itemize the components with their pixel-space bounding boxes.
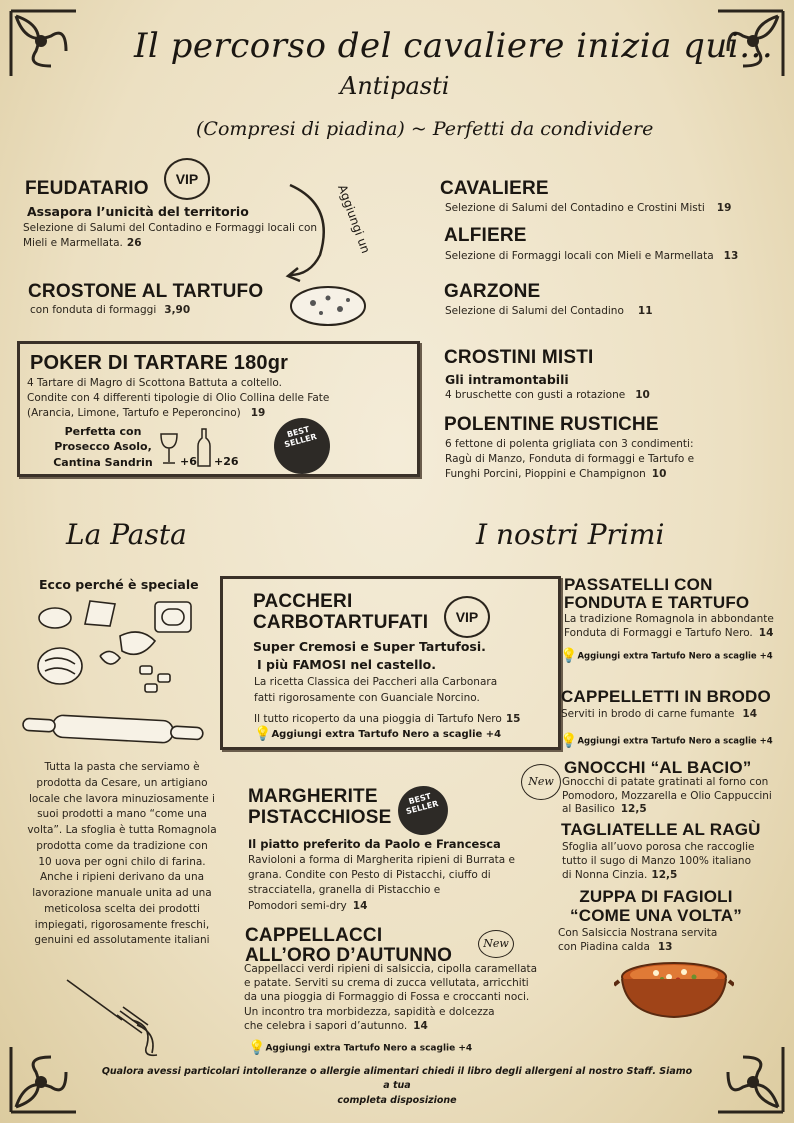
dish-poker-name: POKER DI TARTARE 180gr [30,352,289,374]
wine-bottle-icon [197,428,211,468]
vip-badge: VIP [164,158,210,200]
dish-cavaliere-desc: Selezione di Salumi del Contadino e Crostini Misti 19 [445,202,732,214]
dish-crostini-tag: Gli intramontabili [445,372,569,387]
corner-ornament-top-left [6,6,126,126]
new-badge: New [521,764,561,800]
allergen-notice: Qualora avessi particolari intolleranze o allergie alimentari chiedi il libro degli allergeni al nostro Staff. Siamo a tua completa disposizione [101,1066,693,1106]
dish-zuppa-name: ZUPPA DI FAGIOLI “COME UNA VOLTA” [570,887,742,925]
arrow-label: Aggiungi un [335,182,373,256]
dish-crostone-name: CROSTONE AL TARTUFO [28,281,264,302]
lightbulb-icon: 💡 [248,1040,266,1056]
dish-cappelletti-desc: Serviti in brodo di carne fumante 14 [561,708,758,720]
dish-cappellacci-name: CAPPELLACCI ALL’ORO D’AUTUNNO [245,925,453,966]
glass-price: +6 [180,455,197,468]
rolling-pin-icon [18,708,208,748]
antipasti-subtitle: (Compresi di piadina) ~ Perfetti da condividere [196,118,654,140]
corner-ornament-top-right [668,6,788,126]
dish-garzone-desc: Selezione di Salumi del Contadino 11 [445,305,653,317]
dish-alfiere-name: ALFIERE [444,225,527,246]
lightbulb-icon: 💡 [560,733,578,749]
dish-margherite-desc: Ravioloni a forma di Margherita ripieni di Burrata e grana. Condite con Pesto di Pistacchi, ciuffo di stracciatella, granella di Pistacchio e Pomodori semi-dry 14 [248,854,515,912]
dish-passatelli-name: PASSATELLI CON FONDUTA E TARTUFO [564,575,750,612]
dish-crostini-desc: 4 bruschette con gusti a rotazione 10 [445,389,650,401]
dish-cappellacci-desc: Cappellacci verdi ripieni di salsiccia, cipolla caramellata e patate. Serviti su crema di zucca vellutata, arricchiti da una pioggia di Formaggio di Fossa e croccanti noci. Un incontro tra morbidezza, sapidità e dolcezza che celebra i sapori d’autunno. 14 [244,963,538,1032]
dish-poker-desc: 4 Tartare di Magro di Scottona Battuta a coltello. Condite con 4 differenti tipologie di Olio Collina delle Fate (Arancia, Limone, Tartufo e Peperoncino) 19 [27,377,330,420]
dish-cavaliere-name: CAVALIERE [440,178,549,199]
cappelletti-extra: 💡Aggiungi extra Tartufo Nero a scaglie +4 [560,733,773,749]
new-badge: New [478,930,514,958]
passatelli-extra: 💡Aggiungi extra Tartufo Nero a scaglie +4 [560,648,773,664]
fork-pasta-icon [62,975,172,1060]
dish-tagliatelle-name: TAGLIATELLE AL RAGÙ [561,820,761,839]
best-seller-badge: BEST SELLER [268,412,337,481]
page-title: Il percorso del cavaliere inizia qui... [134,26,774,66]
dish-feudatario-tag: Assapora l’unicità del territorio [27,204,249,219]
dish-paccheri-desc: La ricetta Classica dei Paccheri alla Carbonara fatti rigorosamente con Guanciale Norcino. Il tutto ricoperto da una pioggia di Tartufo Nero 15 [254,676,521,725]
lightbulb-icon: 💡 [254,726,272,742]
lightbulb-icon: 💡 [560,648,578,664]
dish-passatelli-desc: La tradizione Romagnola in abbondante Fonduta di Formaggi e Tartufo Nero. 14 [564,613,774,639]
wine-glass-icon [158,432,180,466]
dish-tagliatelle-desc: Sfoglia all’uovo porosa che raccoglie tutto il sugo di Manzo 100% italiano di Nonna Cinzia. 12,5 [562,841,755,882]
dish-paccheri-tag: Super Cremosi e Super Tartufosi. I più FAMOSI nel castello. [253,639,486,673]
dish-garzone-name: GARZONE [444,281,541,302]
dish-polentine-desc: 6 fettone di polenta grigliata con 3 condimenti: Ragù di Manzo, Fonduta di formaggi e Tartufo e Funghi Porcini, Pioppini e Champignon 10 [445,438,695,481]
pasta-why: Ecco perché è speciale [39,577,199,592]
paccheri-extra: 💡Aggiungi extra Tartufo Nero a scaglie +4 [254,726,502,742]
dish-margherite-tag: Il piatto preferito da Paolo e Francesca [248,837,501,851]
dish-gnocchi-name: GNOCCHI “AL BACIO” [564,758,752,777]
dish-zuppa-desc: Con Salsiccia Nostrana servita con Piadina calda 13 [558,927,718,954]
soup-bowl-icon [614,955,734,1025]
pasta-description: Tutta la pasta che serviamo è prodotta da Cesare, un artigiano locale che lavora minuziosamente i suoi prodotti a mano “come una volta”. La sfoglia è tutta Romagnola prodotta come da tradizione con 10 uova per ogni chilo di farina. Anche i ripieni derivano da una lavorazione manuale unita ad una meticolosa scelta dei prodotti impiegati, rigorosamente freschi, genuini ed assolutamente italiani [27,761,217,947]
dish-alfiere-desc: Selezione di Formaggi locali con Mieli e Marmellata 13 [445,250,739,262]
dish-crostini-name: CROSTINI MISTI [444,347,594,368]
best-seller-badge: BEST SELLER [393,780,454,840]
bread-icon [288,283,368,329]
dish-crostone-desc: con fonduta di formaggi 3,90 [30,304,191,316]
dish-feudatario-desc: Selezione di Salumi del Contadino e Formaggi locali con Mieli e Marmellata. 26 [23,222,318,250]
dish-margherite-name: MARGHERITE PISTACCHIOSE [248,786,392,828]
dish-paccheri-name: PACCHERI CARBOTARTUFATI [253,591,429,633]
section-title-antipasti: Antipasti [340,72,450,100]
section-title-pasta: La Pasta [66,518,187,551]
dish-feudatario-name: FEUDATARIO [25,178,149,199]
dish-gnocchi-desc: Gnocchi di patate gratinati al forno con Pomodoro, Mozzarella e Olio Cappuccini al Basilico 12,5 [562,776,772,816]
cappellacci-extra: 💡Aggiungi extra Tartufo Nero a scaglie +4 [248,1040,473,1056]
dish-cappelletti-name: CAPPELLETTI IN BRODO [561,687,771,706]
dish-polentine-name: POLENTINE RUSTICHE [444,414,659,435]
bottle-price: +26 [214,455,239,468]
vip-badge: VIP [444,596,490,638]
section-title-primi: I nostri Primi [476,518,665,551]
pasta-shapes-icon [30,596,210,701]
pairing-text: Perfetta con Prosecco Asolo, Cantina Sandrin [53,425,153,469]
